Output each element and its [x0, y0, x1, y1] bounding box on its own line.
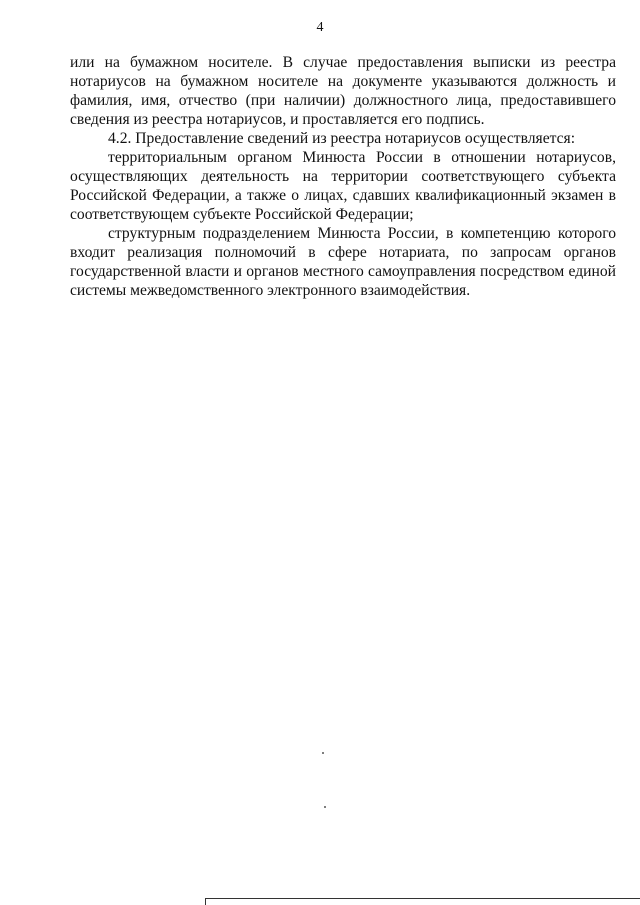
paragraph-4-2-heading: 4.2. Предоставление сведений из реестра нотариусов осуществляется:	[108, 130, 576, 147]
scan-speck	[324, 806, 326, 808]
paragraph-territorial-body: территориальным органом Минюста России в отношении нотариусов, осуществляющих деятельность на территории соответствующего субъекта Российской Федерации, а также о лицах, сдавших квалификационный экзамен в соответствующем субъекте Российской Федерации;	[70, 149, 616, 223]
page-number: 4	[316, 20, 324, 35]
paragraph-structural-division: структурным подразделением Минюста России, в компетенцию которого входит реализация полномочий в сфере нотариата, по запросам органов государственной власти и органов местного самоуправления посредством единой системы межведомственного электронного взаимодействия.	[70, 225, 616, 299]
paragraph-continuation: или на бумажном носителе. В случае предоставления выписки из реестра нотариусов на бумажном носителе на документе указываются должность и фамилия, имя, отчество (при наличии) должностного лица, предоставившего сведения из реестра нотариусов, и проставляется его подпись.	[70, 54, 616, 128]
scan-crop-mark	[205, 898, 640, 905]
document-body	[70, 53, 616, 300]
scan-speck	[322, 752, 324, 754]
